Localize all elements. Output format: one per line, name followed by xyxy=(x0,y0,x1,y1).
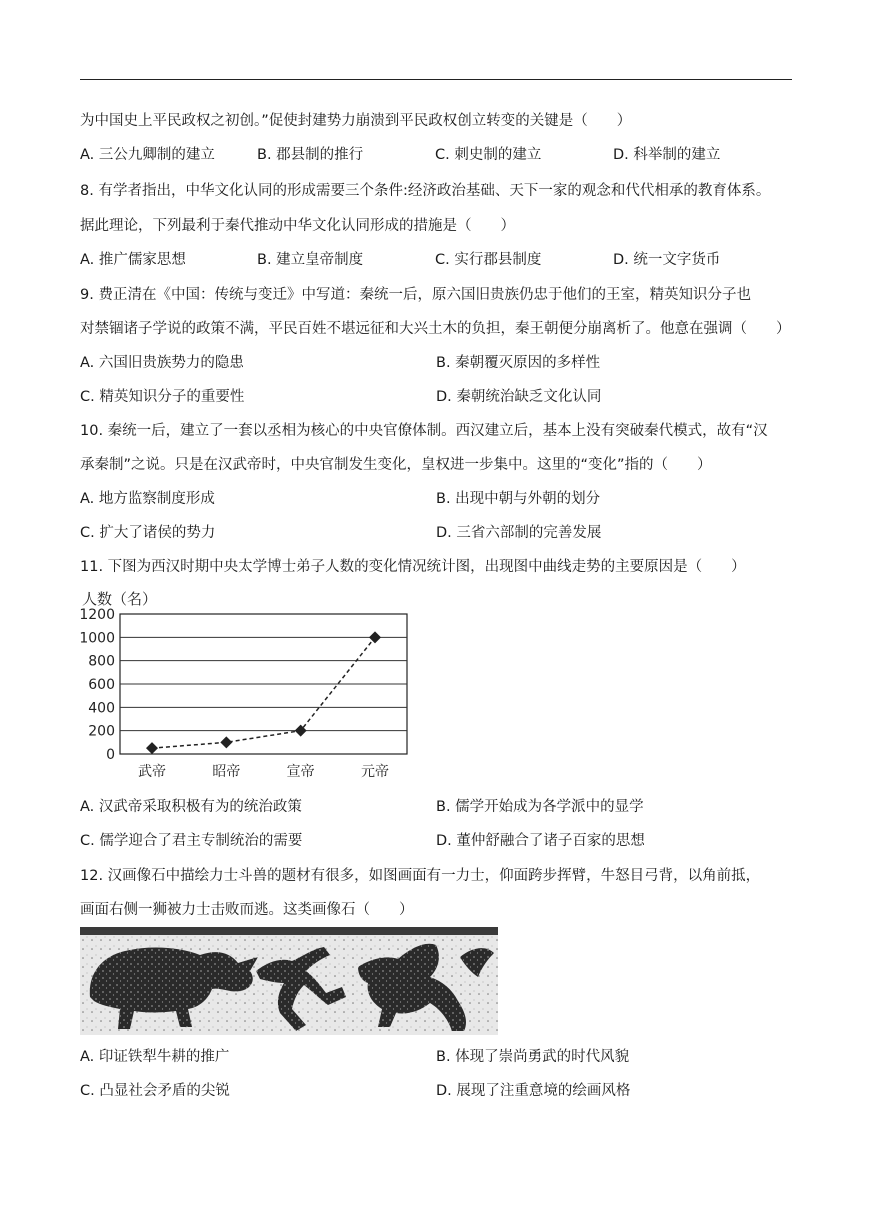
q10-option-b: B. 出现中朝与外朝的划分 xyxy=(436,491,601,507)
q12-stem-line1: 12. 汉画像石中描绘力士斗兽的题材有很多，如图画面有一力士，仰面跨步挥臂，牛怒目弓背，以角前抵， xyxy=(80,868,761,884)
q12-option-b: B. 体现了崇尚勇武的时代风貌 xyxy=(436,1049,630,1065)
header-rule xyxy=(80,79,792,80)
q8-stem-line2: 据此理论，下列最利于秦代推动中华文化认同形成的措施是（ ） xyxy=(80,218,515,234)
q7-option-d: D. 科举制的建立 xyxy=(613,147,721,163)
q12-stem-line2: 画面右侧一狮被力士击败而逃。这类画像石（ ） xyxy=(80,902,414,918)
enrollment-line-chart xyxy=(70,586,415,786)
chart-x-tick-label: 元帝 xyxy=(361,764,389,780)
q8-option-a: A. 推广儒家思想 xyxy=(80,252,186,268)
q9-option-a: A. 六国旧贵族势力的隐患 xyxy=(80,355,244,371)
q7-option-c: C. 刺史制的建立 xyxy=(435,147,542,163)
chart-y-tick-label: 0 xyxy=(106,747,115,763)
relief-top-border xyxy=(80,927,498,935)
chart-x-ticks xyxy=(138,763,389,780)
q7-option-a: A. 三公九卿制的建立 xyxy=(80,147,215,163)
q8-stem-line1: 8. 有学者指出，中华文化认同的形成需要三个条件:经济政治基础、天下一家的观念和代代相承的教育体系。 xyxy=(80,183,771,199)
chart-y-tick-label: 400 xyxy=(88,700,115,717)
q11-option-d: D. 董仲舒融合了诸子百家的思想 xyxy=(436,833,645,849)
q11-option-b: B. 儒学开始成为各学派中的显学 xyxy=(436,799,644,815)
q9-option-d: D. 秦朝统治缺乏文化认同 xyxy=(436,389,602,405)
chart-y-axis-label: 人数（名） xyxy=(82,590,158,608)
q8-option-b: B. 建立皇帝制度 xyxy=(257,252,364,268)
q10-stem-line1: 10. 秦统一后，建立了一套以丞相为核心的中央官僚体制。西汉建立后，基本上没有突破秦代模式，故有“汉 xyxy=(80,423,768,439)
q7-option-b: B. 郡县制的推行 xyxy=(257,147,364,163)
q12-option-d: D. 展现了注重意境的绘画风格 xyxy=(436,1083,631,1099)
chart-y-tick-label: 800 xyxy=(88,653,115,670)
chart-y-tick-label: 1200 xyxy=(79,607,115,623)
q12-option-a: A. 印证铁犁牛耕的推广 xyxy=(80,1049,230,1065)
q12-option-c: C. 凸显社会矛盾的尖锐 xyxy=(80,1083,230,1099)
han-stone-relief-image xyxy=(80,927,498,1035)
q9-option-c: C. 精英知识分子的重要性 xyxy=(80,389,245,405)
chart-y-ticks xyxy=(79,607,115,763)
chart-y-tick-label: 1000 xyxy=(79,630,115,647)
q8-option-d: D. 统一文字货币 xyxy=(613,252,721,268)
chart-y-tick-label: 200 xyxy=(88,723,115,740)
q9-option-b: B. 秦朝覆灭原因的多样性 xyxy=(436,355,601,371)
q10-option-c: C. 扩大了诸侯的势力 xyxy=(80,525,216,541)
chart-x-tick-label: 宣帝 xyxy=(286,764,315,780)
q11-option-c: C. 儒学迎合了君主专制统治的需要 xyxy=(80,833,303,849)
q11-option-a: A. 汉武帝采取积极有为的统治政策 xyxy=(80,799,302,815)
chart-x-tick-label: 昭帝 xyxy=(212,764,241,780)
q10-option-a: A. 地方监察制度形成 xyxy=(80,491,215,507)
q9-stem-line1: 9. 费正清在《中国：传统与变迁》中写道：秦统一后，原六国旧贵族仍忠于他们的王室，精英知识分子也 xyxy=(80,287,751,303)
q10-option-d: D. 三省六部制的完善发展 xyxy=(436,525,602,541)
chart-y-tick-label: 600 xyxy=(88,677,115,693)
q7-stem: 为中国史上平民政权之初创。”促使封建势力崩溃到平民政权创立转变的关键是（ ） xyxy=(80,113,632,129)
q11-stem: 11. 下图为西汉时期中央太学博士弟子人数的变化情况统计图，出现图中曲线走势的主要原因是（ ） xyxy=(80,559,746,575)
chart-x-tick-label: 武帝 xyxy=(138,764,166,780)
q10-stem-line2: 承秦制”之说。只是在汉武帝时，中央官制发生变化，皇权进一步集中。这里的“变化”指的（ ） xyxy=(80,457,712,473)
q9-stem-line2: 对禁锢诸子学说的政策不满，平民百姓不堪远征和大兴土木的负担，秦王朝便分崩离析了。他意在强调（ ） xyxy=(80,321,791,337)
q8-option-c: C. 实行郡县制度 xyxy=(435,252,542,268)
